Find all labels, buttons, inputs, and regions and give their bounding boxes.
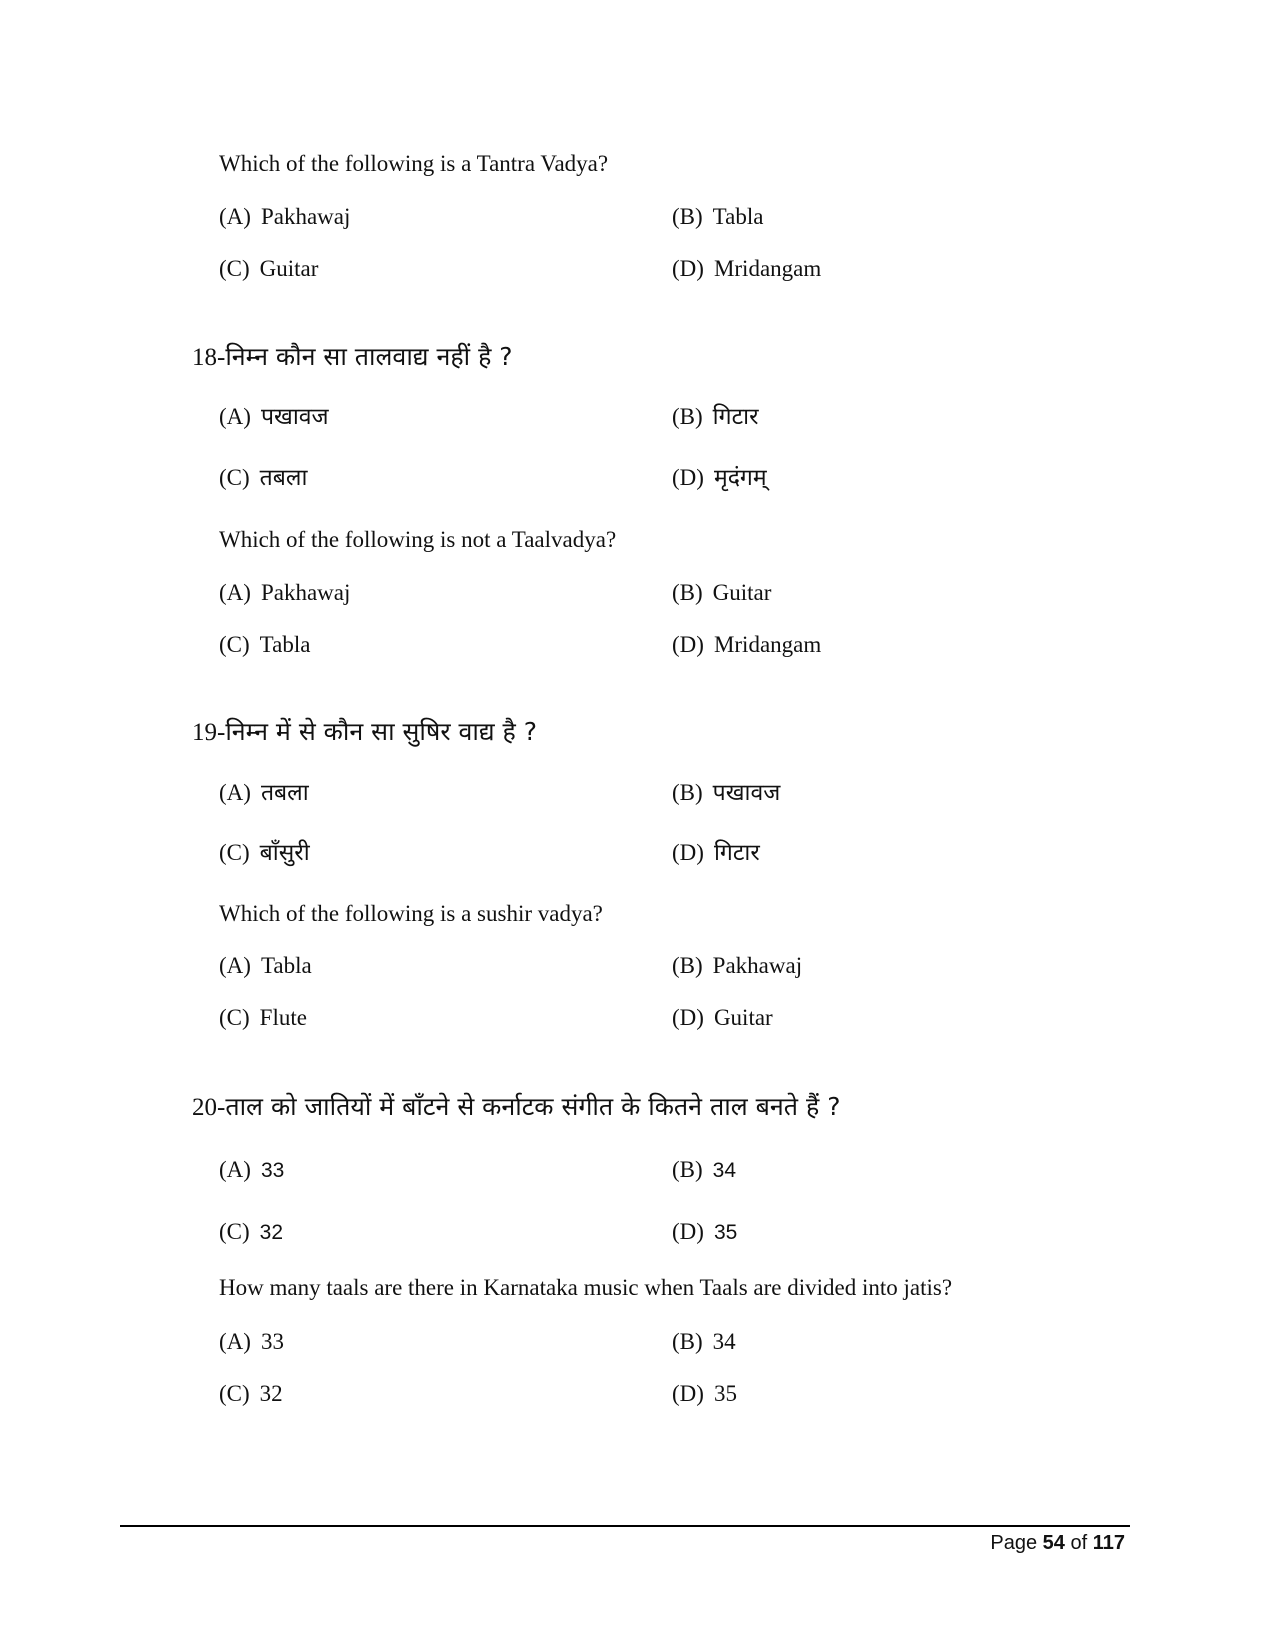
option-text: Tabla [712,204,764,229]
option-label: (C) [219,840,250,865]
option-label: (B) [672,780,703,805]
option-text: Guitar [713,1005,773,1030]
option-text: 34 [712,1159,737,1182]
option-label: (A) [219,204,251,229]
option-text: बाँसुरी [259,840,310,866]
q19-hi-option-b [672,778,780,808]
option-text: 35 [713,1221,738,1244]
option-label: (B) [672,1329,703,1354]
option-label: (A) [219,1329,251,1354]
option-text: 33 [260,1329,284,1354]
option-label: (B) [672,580,703,605]
option-label: (D) [672,465,704,490]
option-label: (B) [672,953,703,978]
option-text: गिटार [712,404,759,430]
option-label: (B) [672,204,703,229]
q20-hi-option-c [219,1217,283,1248]
option-text: Tabla [260,953,312,978]
q17-en-option-a [219,202,350,232]
page-of: of [1070,1532,1088,1554]
option-label: (C) [219,256,250,281]
q19-hi-option-c [219,838,310,868]
q20-en-option-d [672,1379,737,1409]
q19-hi-option-d [672,838,760,868]
option-text: Pakhawaj [260,580,351,605]
option-text: गिटार [713,840,760,866]
option-text: Flute [259,1005,307,1030]
option-text: 33 [260,1159,285,1182]
q18-en-option-d [672,630,821,660]
q20-hindi-question [192,1091,840,1124]
option-label: (B) [672,404,703,429]
q19-en-option-a [219,951,312,981]
q19-en-option-c [219,1003,307,1033]
q19-en-option-d [672,1003,773,1033]
question-text: ताल को जातियों में बाँटने से कर्नाटक संगीत के कितने ताल बनते हैं ? [225,1092,841,1121]
option-text: 32 [259,1221,284,1244]
option-label: (D) [672,1381,704,1406]
q20-hi-option-d [672,1217,737,1248]
option-text: Guitar [712,580,772,605]
q19-hindi-question [192,716,537,749]
question-text: निम्न में से कौन सा सुषिर वाद्य है ? [225,717,538,746]
option-label: (D) [672,840,704,865]
question-number: 18- [192,344,226,371]
option-text: Mridangam [713,632,822,657]
option-label: (C) [219,465,250,490]
option-text: Pakhawaj [712,953,803,978]
option-label: (A) [219,404,251,429]
option-text: 34 [712,1329,736,1354]
option-label: (A) [219,1157,251,1182]
option-label: (A) [219,580,251,605]
q18-en-option-b [672,578,771,608]
page-prefix: Page [990,1532,1038,1554]
q19-english-question: Which of the following is a sushir vadya? [219,901,603,926]
q18-hi-option-d [672,463,767,493]
q20-en-option-c [219,1379,283,1409]
q17-english-question: Which of the following is a Tantra Vadya? [219,151,609,176]
option-text: तबला [260,780,309,806]
option-label: (A) [219,953,251,978]
page-number [990,1530,1125,1556]
option-label: (D) [672,1005,704,1030]
q20-en-option-a [219,1327,284,1357]
q17-en-option-c [219,254,318,284]
option-text: Guitar [259,256,319,281]
option-label: (C) [219,1381,250,1406]
q18-hi-option-b [672,402,759,432]
total-pages: 117 [1092,1532,1125,1554]
option-text: Mridangam [713,256,822,281]
option-label: (B) [672,1157,703,1182]
q20-hi-option-b [672,1155,736,1186]
q20-hi-option-a [219,1155,284,1186]
option-text: पखावज [712,780,781,806]
q18-english-question: Which of the following is not a Taalvadya? [219,527,617,552]
q18-hindi-question [192,341,513,374]
q20-english-question: How many taals are there in Karnataka music when Taals are divided into jatis? [219,1275,953,1300]
option-label: (C) [219,1005,250,1030]
option-label: (D) [672,256,704,281]
option-label: (A) [219,780,251,805]
option-label: (C) [219,1219,250,1244]
q18-hi-option-c [219,463,307,493]
option-label: (C) [219,632,250,657]
option-label: (D) [672,1219,704,1244]
option-text: तबला [259,465,308,491]
current-page: 54 [1042,1532,1065,1554]
question-text: निम्न कौन सा तालवाद्य नहीं है ? [225,342,513,371]
q17-en-option-b [672,202,763,232]
option-label: (D) [672,632,704,657]
q19-en-option-b [672,951,802,981]
option-text: 32 [259,1381,283,1406]
option-text: Tabla [259,632,311,657]
option-text: Pakhawaj [260,204,351,229]
q17-en-option-d [672,254,821,284]
q19-hi-option-a [219,778,309,808]
footer-divider [120,1525,1130,1527]
question-number: 20- [192,1094,226,1121]
question-number: 19- [192,719,226,746]
q20-en-option-b [672,1327,736,1357]
q18-en-option-a [219,578,350,608]
option-text: पखावज [260,404,329,430]
q18-en-option-c [219,630,310,660]
option-text: 35 [713,1381,737,1406]
q18-hi-option-a [219,402,329,432]
option-text: मृदंगम् [713,465,767,491]
